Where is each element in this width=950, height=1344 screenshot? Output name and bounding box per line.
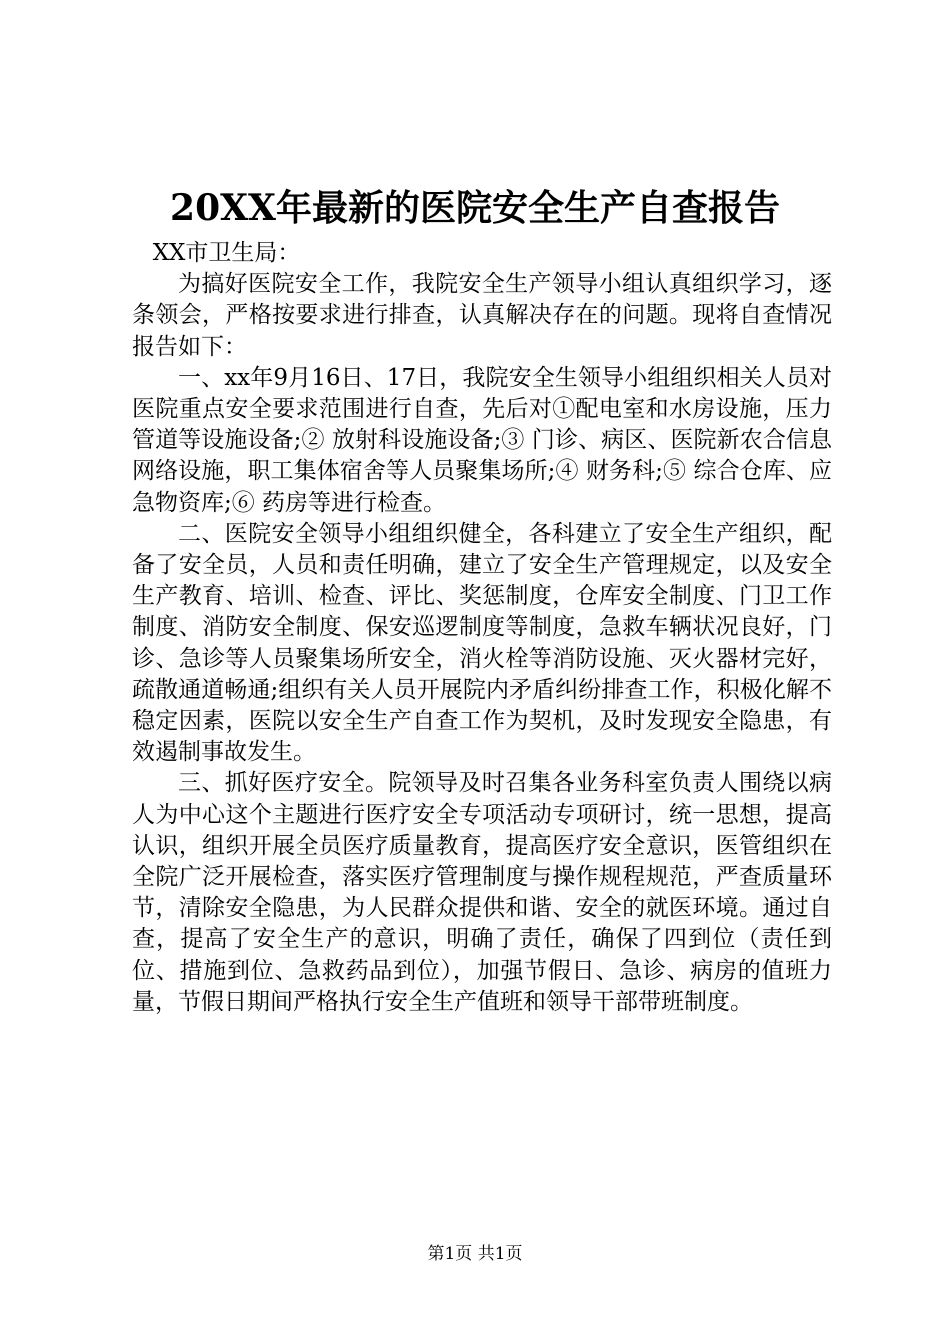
paragraph-section-2: 二、医院安全领导小组组织健全，各科建立了安全生产组织，配备了安全员，人员和责任明确，建立了安全生产管理规定，以及安全生产教育、培训、检查、评比、奖惩制度，仓库安全制度、门卫工作制度、消防安全制度、保安巡逻制度等制度，急救车辆状况良好，门诊、急诊等人员聚集场所安全，消火栓等消防设施、灭火器材完好，疏散通道畅通;组织有关人员开展院内矛盾纠纷排查工作，积极化解不稳定因素，医院以安全生产自查工作为契机，及时发现安全隐患，有效遏制事故发生。: [132, 520, 832, 766]
paragraph-section-3: 三、抓好医疗安全。院领导及时召集各业务科室负责人围绕以病人为中心这个主题进行医疗安全专项活动专项研讨，统一思想，提高认识，组织开展全员医疗质量教育，提高医疗安全意识，医管组织在全院广泛开展检查，落实医疗管理制度与操作规程规范，严查质量环节，清除安全隐患，为人民群众提供和谐、安全的就医环境。通过自查，提高了安全生产的意识，明确了责任，确保了四到位（责任到位、措施到位、急救药品到位），加强节假日、急诊、病房的值班力量，节假日期间严格执行安全生产值班和领导干部带班制度。: [132, 770, 832, 1015]
page-number-footer: 第1页 共1页: [427, 1244, 523, 1264]
document-body: [132, 238, 832, 1018]
document-title: 20XX年最新的医院安全生产自查报告: [170, 187, 780, 229]
paragraph-intro: 为搞好医院安全工作，我院安全生产领导小组认真组织学习，逐条领会，严格按要求进行排查，认真解决存在的问题。现将自查情况报告如下：: [132, 271, 832, 360]
paragraph-section-1: 一、xx年9月16日、17日，我院安全生领导小组组织相关人员对医院重点安全要求范围进行自查，先后对①配电室和水房设施，压力管道等设施设备;② 放射科设施设备;③ 门诊、病区、医院新农合信息网络设施，职工集体宿舍等人员聚集场所;④ 财务科;⑤ 综合仓库、应急物资库;⑥ 药房等进行检查。: [132, 364, 832, 516]
salutation: XX市卫生局：: [152, 240, 301, 266]
